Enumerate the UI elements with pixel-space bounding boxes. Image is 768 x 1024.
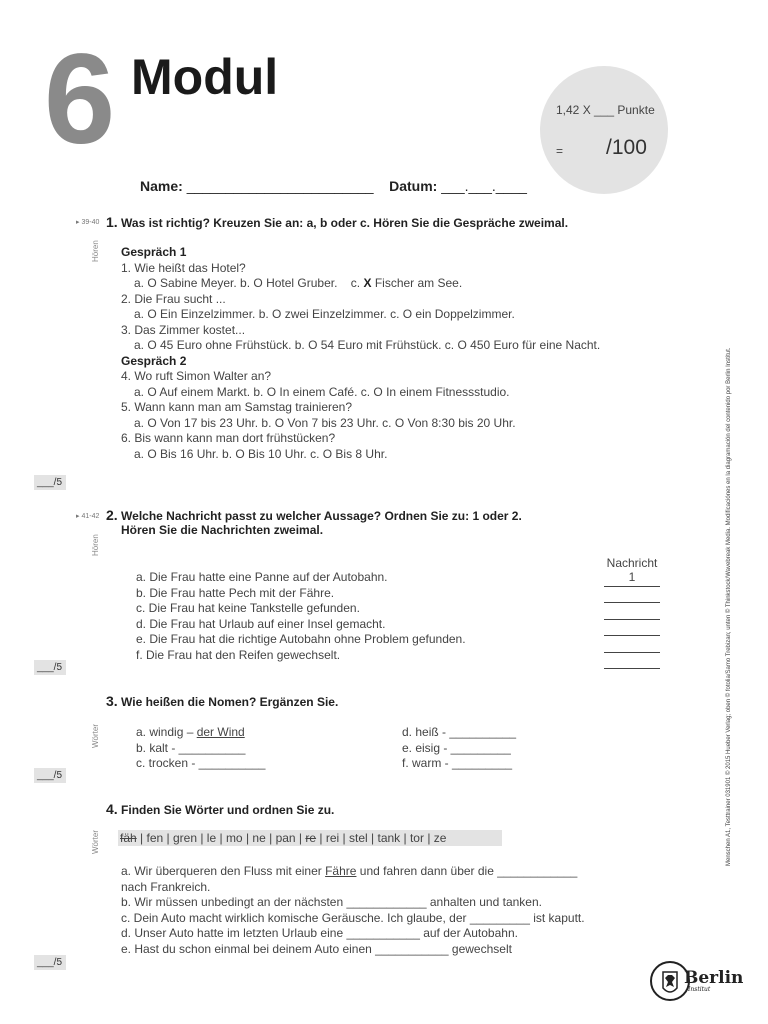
task3-left-items <box>136 725 265 772</box>
name-label: Name: <box>140 178 183 194</box>
syllable: ze <box>433 831 447 845</box>
task1-line: a. O 45 Euro ohne Frühstück. b. O 54 Euro mit Frühstück. c. O 450 Euro für eine Nacht. <box>134 338 601 352</box>
sentence-text: und fahren dann über die ____________ <box>356 864 578 878</box>
task1-line: 4. Wo ruft Simon Walter an? <box>121 369 272 383</box>
noun-item[interactable]: e. eisig - _________ <box>402 740 511 755</box>
task2-statements <box>136 570 466 663</box>
task1-heading <box>106 214 568 230</box>
task3-number: 3. <box>106 693 118 709</box>
option-prefix: c. <box>350 276 361 290</box>
date-field[interactable]: ___.___.____ <box>441 178 527 194</box>
task1-side-label: Hören <box>91 240 100 262</box>
task2-score-box[interactable]: ___/5 <box>34 660 66 675</box>
task1-instruction: Was ist richtig? Kreuzen Sie an: a, b oder c. Hören Sie die Gespräche zweimal. <box>121 216 569 230</box>
answer-field[interactable] <box>604 653 660 670</box>
task1-number: 1. <box>106 214 118 230</box>
sentence-item <box>121 864 585 880</box>
task2-heading <box>106 507 522 523</box>
statement-item: b. Die Frau hatte Pech mit der Fähre. <box>136 585 335 600</box>
name-field[interactable]: ________________________ <box>186 178 374 194</box>
answer-field[interactable] <box>604 636 660 653</box>
sentence-item[interactable]: b. Wir müssen unbedingt an der nächsten ____________ anhalten und tanken. <box>121 895 542 909</box>
syllable: tank <box>377 831 401 845</box>
option-text: Fischer am See. <box>374 276 463 290</box>
task3-right-items <box>402 725 516 772</box>
sentence-answer[interactable]: Fähre <box>325 864 357 878</box>
noun-prefix: a. windig – <box>136 725 197 739</box>
statement-item: c. Die Frau hat keine Tankstelle gefunden. <box>136 601 360 615</box>
syllable: ne <box>252 831 266 845</box>
task4-instruction: Finden Sie Wörter und ordnen Sie zu. <box>121 803 335 817</box>
task4-score-box[interactable]: ___/5 <box>34 955 66 970</box>
answer-field[interactable] <box>604 603 660 620</box>
task1-line <box>121 276 600 292</box>
audio-track-2: ▸ 41-42 <box>76 513 100 520</box>
answer-column <box>600 556 664 669</box>
task4-side-label: Wörter <box>91 830 100 854</box>
module-title: Modul <box>131 49 279 105</box>
noun-item[interactable]: b. kalt - __________ <box>136 740 246 755</box>
noun-answer[interactable]: der Wind <box>196 725 245 739</box>
score-equals: = <box>556 144 564 158</box>
task1-line: 3. Das Zimmer kostet... <box>121 322 246 337</box>
task2-instruction-line2: Hören Sie die Nachrichten zweimal. <box>121 523 324 537</box>
syllable: le <box>206 831 217 845</box>
task3-side-label: Wörter <box>91 724 100 748</box>
task3-instruction: Wie heißen die Nomen? Ergänzen Sie. <box>121 695 339 709</box>
sentence-text: a. Wir überqueren den Fluss mit einer <box>121 864 326 878</box>
statement-item: d. Die Frau hat Urlaub auf einer Insel gemacht. <box>136 616 386 631</box>
sentence-item[interactable]: d. Unser Auto hatte im letzten Urlaub eine ___________ auf der Autobahn. <box>121 926 518 940</box>
statement-item: a. Die Frau hatte eine Panne auf der Autobahn. <box>136 570 388 584</box>
syllable: fen <box>146 831 164 845</box>
noun-item[interactable]: c. trocken - __________ <box>136 756 266 770</box>
task1-line: Gespräch 2 <box>121 353 187 368</box>
task1-line: 5. Wann kann man am Samstag trainieren? <box>121 400 353 414</box>
answer-column-header: Nachricht <box>606 556 658 570</box>
syllable: rei <box>325 831 340 845</box>
score-total: /100 <box>606 136 647 159</box>
logo-text: Berlin <box>684 968 744 988</box>
syllable: gren <box>172 831 197 845</box>
syllable-bank: fäh | fen | gren | le | mo | ne | pan | re | rei | stel | tank | tor | ze <box>118 830 502 846</box>
task3-heading <box>106 693 338 709</box>
sentence-item: nach Frankreich. <box>121 879 211 894</box>
syllable: mo <box>225 831 243 845</box>
sentence-item[interactable]: e. Hast du schon einmal bei deinem Auto einen ___________ gewechselt <box>121 941 512 956</box>
answer-field[interactable] <box>604 587 660 604</box>
module-number: 6 <box>44 28 112 171</box>
task1-line: 2. Die Frau sucht ... <box>121 291 226 306</box>
statement-item: e. Die Frau hat die richtige Autobahn ohne Problem gefunden. <box>136 632 466 646</box>
score-formula: 1,42 X ___ Punkte <box>556 103 655 117</box>
logo-subtext: Institut <box>688 986 711 993</box>
task1-score-box[interactable]: ___/5 <box>34 475 66 490</box>
task1-line: a. O Auf einem Markt. b. O In einem Café. c. O In einem Fitnessstudio. <box>134 384 510 399</box>
task2-instruction: Welche Nachricht passt zu welcher Aussage? Ordnen Sie zu: 1 oder 2. <box>121 509 522 523</box>
syllable: tor <box>409 831 424 845</box>
sentence-item[interactable]: c. Dein Auto macht wirklich komische Geräusche. Ich glaube, der _________ ist kaputt. <box>121 910 585 925</box>
task2-number: 2. <box>106 507 118 523</box>
task1-line: a. O Von 17 bis 23 Uhr. b. O Von 7 bis 23 Uhr. c. O Von 8:30 bis 20 Uhr. <box>134 415 516 430</box>
audio-track-1: ▸ 39-40 <box>76 219 100 226</box>
noun-item[interactable]: d. heiß - __________ <box>402 725 517 739</box>
answer-field[interactable]: 1 <box>604 570 660 587</box>
task1-line: 1. Wie heißt das Hotel? <box>121 260 246 275</box>
name-date-line <box>140 178 527 194</box>
task2-side-label: Hören <box>91 534 100 556</box>
task1-line: Gespräch 1 <box>121 245 187 259</box>
task1-line: a. O Bis 16 Uhr. b. O Bis 10 Uhr. c. O Bis 8 Uhr. <box>134 446 388 461</box>
statement-item: f. Die Frau hat den Reifen gewechselt. <box>136 647 341 662</box>
copyright-note: Menschen A1, Testtrainer 031901 © 2015 Hueber Verlag; oben © fotolia/Samo Trebizan; unten © Thinkstock/Wavebreak Media. Modificaciónes en la diagramación del contenido por Berlin Institut. <box>726 347 732 866</box>
score-circle <box>540 66 668 194</box>
task3-score-box[interactable]: ___/5 <box>34 768 66 783</box>
task1-content <box>121 245 600 462</box>
task4-number: 4. <box>106 801 118 817</box>
task4-heading <box>106 801 334 817</box>
noun-item[interactable]: f. warm - _________ <box>402 756 513 770</box>
task1-line: a. O Ein Einzelzimmer. b. O zwei Einzelzimmer. c. O ein Doppelzimmer. <box>134 307 515 321</box>
date-label: Datum: <box>389 178 438 194</box>
checked-mark[interactable]: X <box>363 276 372 290</box>
syllable: pan <box>275 831 296 845</box>
answer-field[interactable] <box>604 620 660 637</box>
syllable: stel <box>349 831 368 845</box>
noun-item <box>136 725 265 741</box>
task1-line: 6. Bis wann kann man dort frühstücken? <box>121 431 336 445</box>
syllable: fäh <box>120 831 137 845</box>
syllable: re <box>305 831 317 845</box>
task4-sentences <box>121 864 585 957</box>
bear-icon <box>665 975 675 987</box>
option-text: a. O Sabine Meyer. b. O Hotel Gruber. <box>134 276 338 290</box>
